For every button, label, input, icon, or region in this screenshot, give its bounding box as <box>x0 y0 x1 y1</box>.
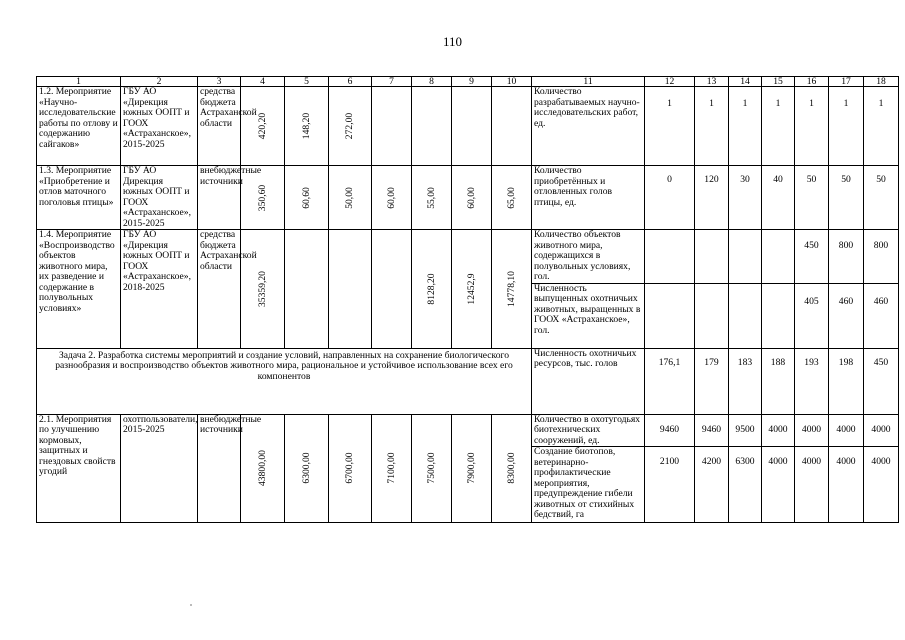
indicator-value: 450 <box>795 230 829 284</box>
indicator-value: 450 <box>864 348 899 414</box>
indicator-value: 800 <box>864 230 899 284</box>
amount-value: 14778,10 <box>505 270 517 307</box>
amount-value: 7900,00 <box>465 452 477 484</box>
indicator-value: 4200 <box>695 447 729 523</box>
col-header: 4 <box>241 77 285 87</box>
amount-cell <box>329 230 372 349</box>
indicator-value: 460 <box>864 283 899 348</box>
indicator-value: 9460 <box>645 414 695 447</box>
indicator-value: 4000 <box>829 447 864 523</box>
amount-value: 7500,00 <box>425 452 437 484</box>
amount-value: 50,00 <box>343 186 355 209</box>
indicator-value: 183 <box>729 348 762 414</box>
col-header: 16 <box>795 77 829 87</box>
indicator-value: 1 <box>864 87 899 166</box>
amount-cell <box>241 87 285 166</box>
indicator-name: Количество объектов животного мира, содержащихся в полувольных условиях, гол. <box>532 230 645 284</box>
col-header: 7 <box>372 77 412 87</box>
amount-cell <box>452 166 492 230</box>
amount-value: 6700,00 <box>343 452 355 484</box>
col-header: 8 <box>412 77 452 87</box>
indicator-value <box>645 283 695 348</box>
indicator-value: 9460 <box>695 414 729 447</box>
table-row <box>37 348 899 414</box>
amount-cell <box>241 414 285 523</box>
indicator-value: 188 <box>762 348 795 414</box>
amount-value: 350,60 <box>256 184 268 211</box>
amount-value: 148,20 <box>300 112 312 140</box>
amount-cell <box>329 87 372 166</box>
indicator-name: Численность охотничьих ресурсов, тыс. голов <box>532 348 645 414</box>
col-header: 14 <box>729 77 762 87</box>
amount-value: 60,00 <box>385 186 397 209</box>
indicator-value: 1 <box>729 87 762 166</box>
indicator-value: 193 <box>795 348 829 414</box>
indicator-value: 4000 <box>829 414 864 447</box>
header-row <box>37 77 899 87</box>
indicator-value: 198 <box>829 348 864 414</box>
executor: охотпользователи, 2015-2025 <box>121 414 198 523</box>
table-row <box>37 414 899 447</box>
amount-cell <box>412 166 452 230</box>
executor: ГБУ АО Дирекция южных ООПТ и ГООХ «Астраханское», 2015-2025 <box>121 166 198 230</box>
amount-value: 8300,00 <box>505 452 517 484</box>
amount-value: 55,00 <box>425 186 437 209</box>
indicator-value <box>729 283 762 348</box>
indicator-value: 4000 <box>795 447 829 523</box>
indicator-value <box>695 283 729 348</box>
indicator-value: 800 <box>829 230 864 284</box>
funding-source: внебюджетные источники <box>198 414 241 523</box>
amount-cell <box>372 166 412 230</box>
indicator-value: 1 <box>645 87 695 166</box>
indicator-value: 50 <box>864 166 899 230</box>
page-number: 110 <box>442 34 463 49</box>
indicator-value: 460 <box>829 283 864 348</box>
indicator-value <box>695 230 729 284</box>
indicator-name: Количество в охотугодьях биотехнических сооружений, ед. <box>532 414 645 447</box>
task-heading: Задача 2. Разработка системы мероприятий и создание условий, направленных на сохранение биологического разнообразия и воспроизводство объектов животного мира, рациональное и устойчивое использование всех его компонентов <box>37 348 532 414</box>
indicator-name: Количество разрабатываемых научно-исследовательских работ, ед. <box>532 87 645 166</box>
funding-source: средства бюджета Астраханской области <box>198 87 241 166</box>
measure-name: 2.1. Мероприятия по улучшению кормовых, защитных и гнездовых свойств угодий <box>37 414 121 523</box>
col-header: 1 <box>37 77 121 87</box>
col-header: 5 <box>285 77 329 87</box>
amount-value: 60,60 <box>300 186 312 209</box>
indicator-value: 176,1 <box>645 348 695 414</box>
indicator-value: 1 <box>795 87 829 166</box>
amount-cell <box>412 87 452 166</box>
amount-value: 8128,20 <box>425 273 437 305</box>
amount-value: 65,00 <box>505 186 517 209</box>
indicator-value <box>645 230 695 284</box>
col-header: 12 <box>645 77 695 87</box>
funding-source: внебюджетные источники <box>198 166 241 230</box>
amount-cell <box>412 414 452 523</box>
col-header: 3 <box>198 77 241 87</box>
amount-cell <box>492 166 532 230</box>
indicator-value: 6300 <box>729 447 762 523</box>
table-row <box>37 87 899 166</box>
amount-cell <box>372 230 412 349</box>
amount-cell <box>492 87 532 166</box>
indicator-value <box>762 283 795 348</box>
measure-name: 1.4. Мероприятие «Воспроизводство объектов животного мира, их разведение и содержание в полувольных условиях» <box>37 230 121 349</box>
measure-name: 1.3. Мероприятие «Приобретение и отлов маточного поголовья птицы» <box>37 166 121 230</box>
indicator-value: 405 <box>795 283 829 348</box>
amount-cell <box>285 230 329 349</box>
measure-name: 1.2. Мероприятие «Научно-исследовательские работы по отлову и содержанию сайгаков» <box>37 87 121 166</box>
indicator-value: 9500 <box>729 414 762 447</box>
indicator-value: 0 <box>645 166 695 230</box>
amount-cell <box>492 230 532 349</box>
funding-source: средства бюджета Астраханской области <box>198 230 241 349</box>
indicator-value: 50 <box>795 166 829 230</box>
amount-value: 420,20 <box>256 112 268 140</box>
amount-cell <box>452 414 492 523</box>
indicator-name: Количество приобретённых и отловленных голов птицы, ед. <box>532 166 645 230</box>
indicator-value: 4000 <box>864 414 899 447</box>
indicator-value <box>762 230 795 284</box>
col-header: 9 <box>452 77 492 87</box>
indicator-value <box>729 230 762 284</box>
amount-cell <box>492 414 532 523</box>
indicator-name: Численность выпущенных охотничьих животных, выращенных в ГООХ «Астраханское», гол. <box>532 283 645 348</box>
col-header: 13 <box>695 77 729 87</box>
amount-value: 60,00 <box>465 186 477 209</box>
amount-cell <box>285 87 329 166</box>
amount-cell <box>329 414 372 523</box>
amount-cell <box>241 166 285 230</box>
scan-speck <box>190 604 192 606</box>
indicator-value: 120 <box>695 166 729 230</box>
indicator-value: 40 <box>762 166 795 230</box>
col-header: 18 <box>864 77 899 87</box>
indicator-value: 1 <box>829 87 864 166</box>
amount-cell <box>452 230 492 349</box>
col-header: 10 <box>492 77 532 87</box>
col-header: 15 <box>762 77 795 87</box>
amount-cell <box>372 414 412 523</box>
table-row <box>37 230 899 284</box>
col-header: 2 <box>121 77 198 87</box>
amount-value: 43800,00 <box>256 450 268 487</box>
amount-cell <box>285 414 329 523</box>
amount-value: 35359,20 <box>256 270 268 307</box>
amount-cell <box>285 166 329 230</box>
indicator-value: 1 <box>695 87 729 166</box>
amount-value: 272,00 <box>343 112 355 140</box>
indicator-value: 179 <box>695 348 729 414</box>
col-header: 17 <box>829 77 864 87</box>
indicator-value: 4000 <box>762 414 795 447</box>
indicator-value: 2100 <box>645 447 695 523</box>
col-header: 6 <box>329 77 372 87</box>
program-table <box>36 76 899 523</box>
indicator-value: 30 <box>729 166 762 230</box>
indicator-value: 4000 <box>864 447 899 523</box>
indicator-value: 50 <box>829 166 864 230</box>
indicator-value: 1 <box>762 87 795 166</box>
amount-value: 7100,00 <box>385 452 397 484</box>
amount-value: 12452,9 <box>465 273 477 305</box>
col-header: 11 <box>532 77 645 87</box>
amount-cell <box>329 166 372 230</box>
executor: ГБУ АО «Дирекция южных ООПТ и ГООХ «Астраханское», 2018-2025 <box>121 230 198 349</box>
indicator-value: 4000 <box>795 414 829 447</box>
amount-cell <box>412 230 452 349</box>
amount-cell <box>372 87 412 166</box>
indicator-value: 4000 <box>762 447 795 523</box>
amount-value: 6300,00 <box>300 452 312 484</box>
indicator-name: Создание биотопов, ветеринарно-профилактические мероприятия, предупреждение гибели животных от стихийных бедствий, га <box>532 447 645 523</box>
executor: ГБУ АО «Дирекция южных ООПТ и ГООХ «Астраханское», 2015-2025 <box>121 87 198 166</box>
table-row <box>37 166 899 230</box>
amount-cell <box>241 230 285 349</box>
amount-cell <box>452 87 492 166</box>
